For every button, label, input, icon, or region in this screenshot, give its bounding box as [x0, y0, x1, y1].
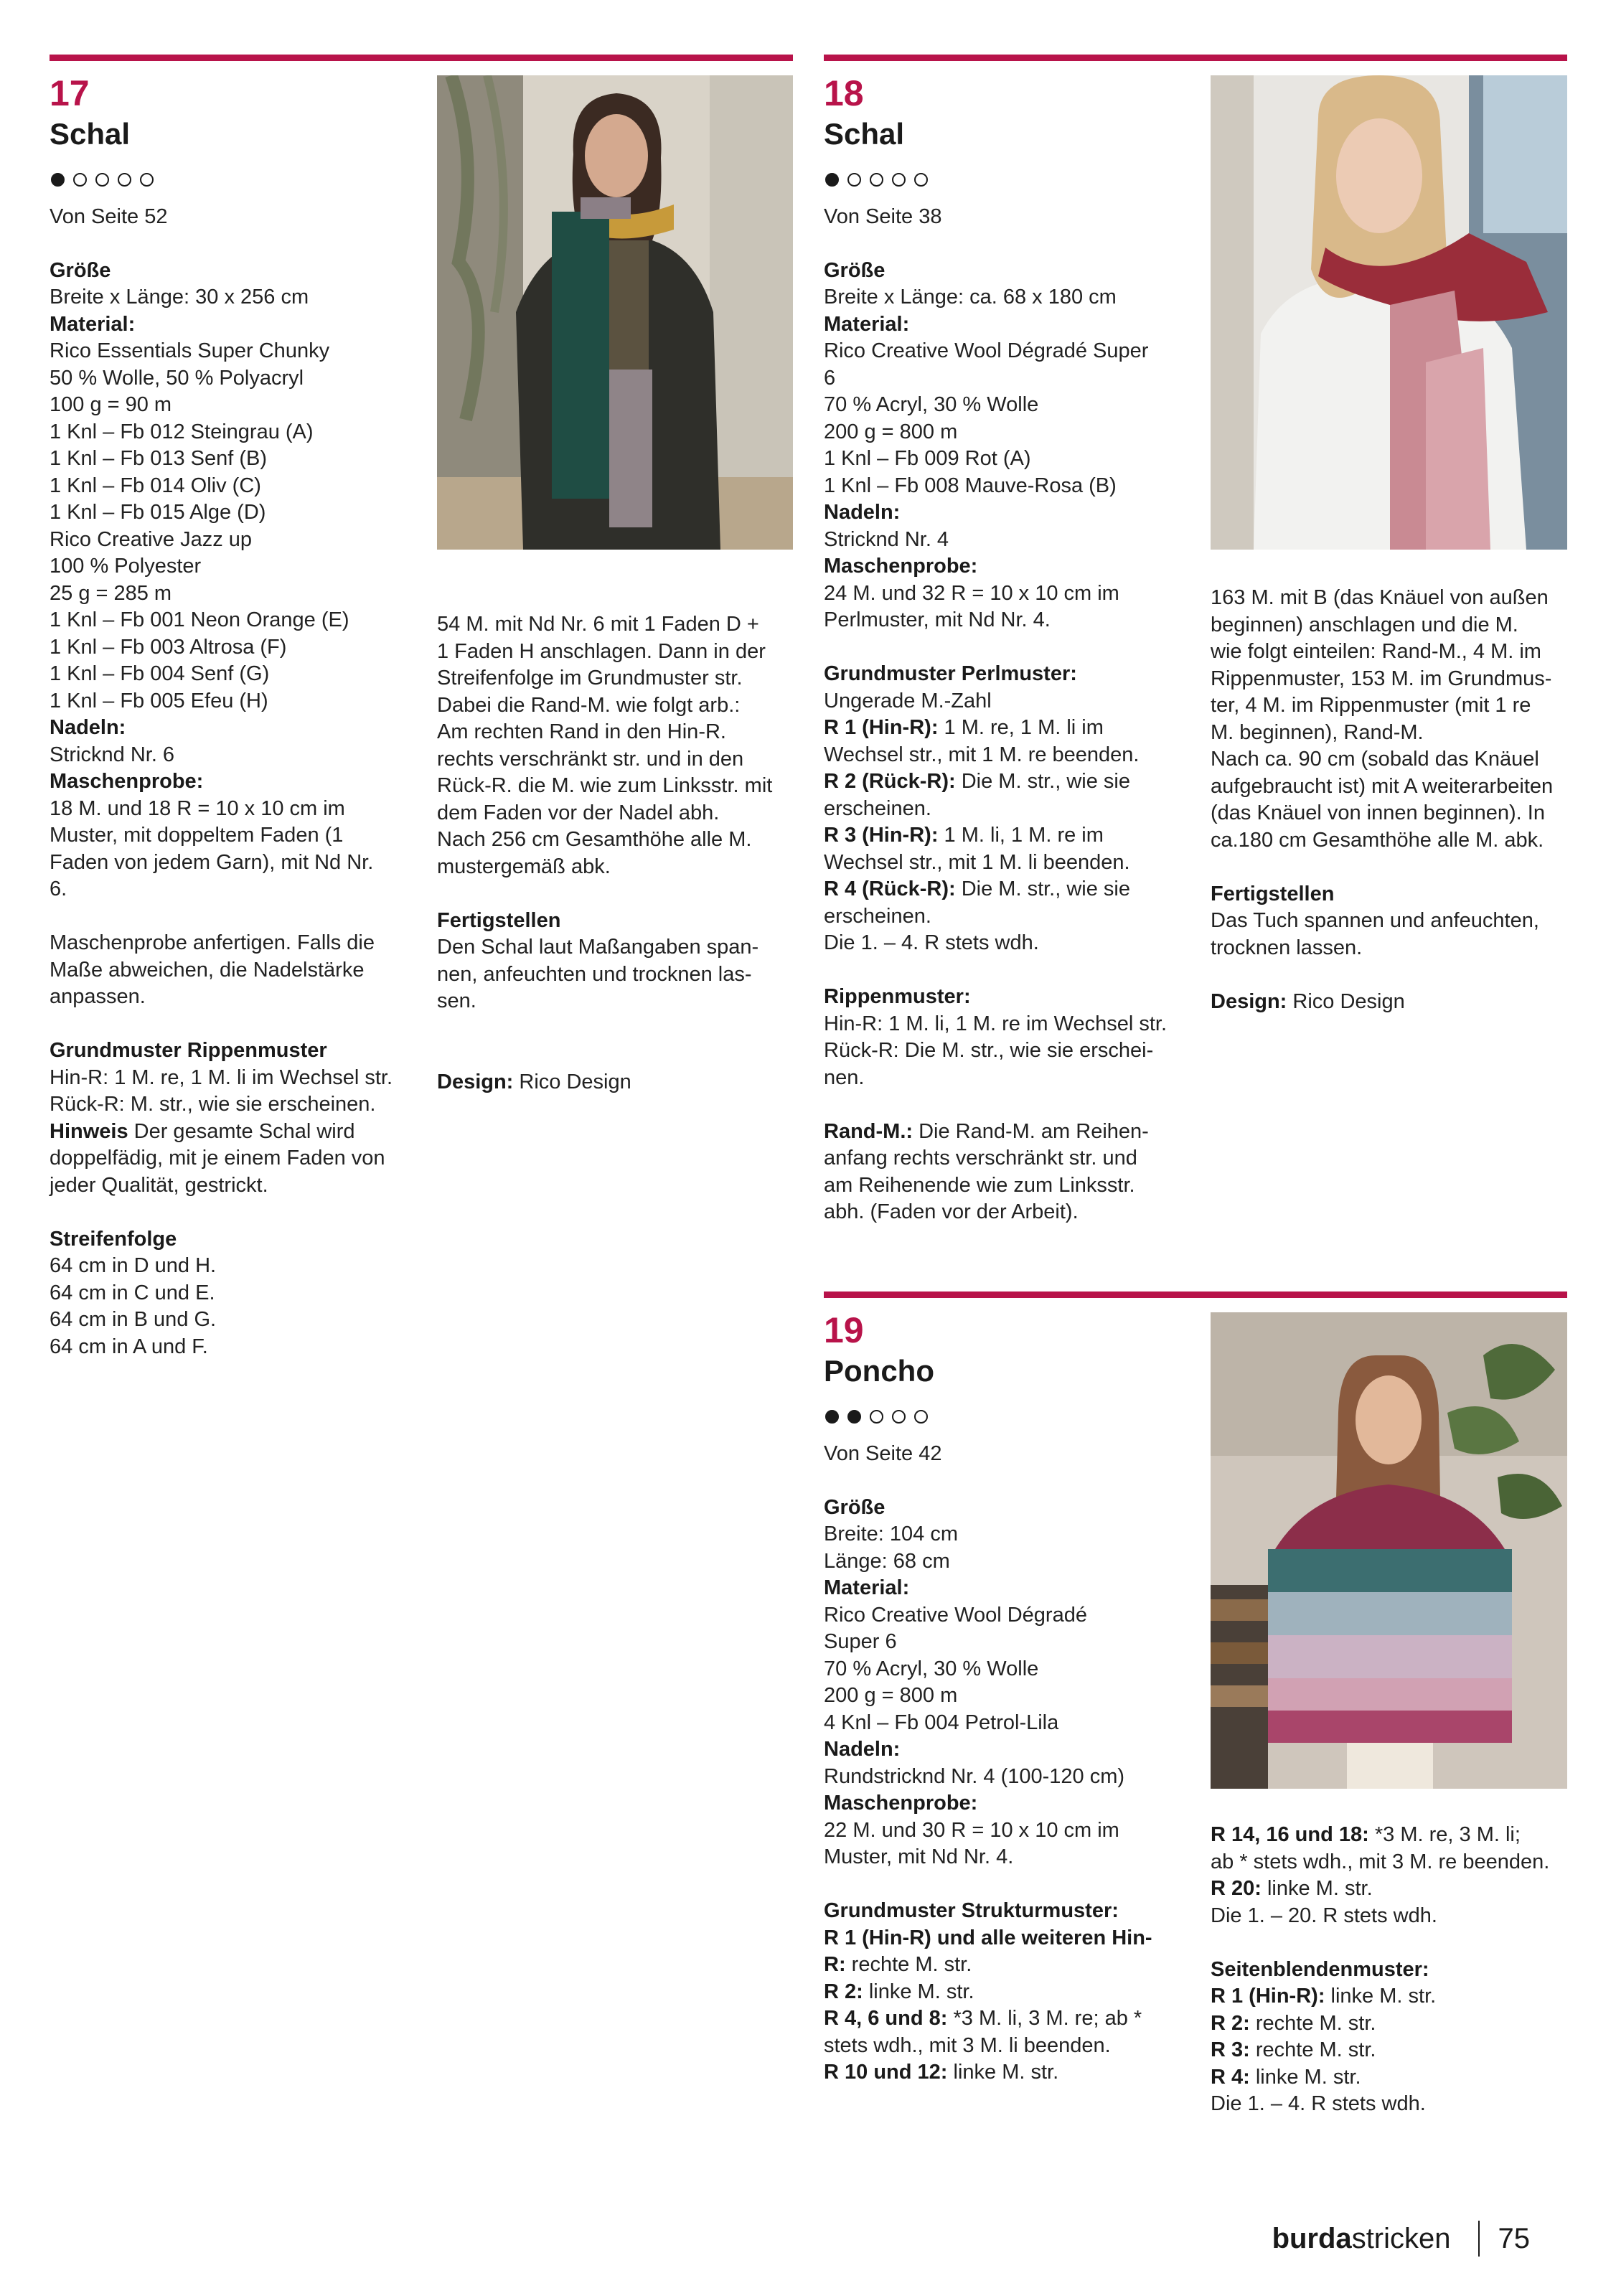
footer-separator — [1478, 2221, 1480, 2257]
text-line: R 1 (Hin-R): linke M. str. — [1211, 1985, 1437, 2008]
text-line: R 4, 6 und 8: *3 M. li, 3 M. re; ab * — [824, 2007, 1142, 2030]
spacer — [50, 1199, 393, 1226]
text-line: Muster, mit doppeltem Faden (1 — [50, 824, 344, 847]
text-line: Am rechten Rand in den Hin-R. — [437, 720, 726, 743]
poncho-model-photo — [1211, 1312, 1567, 1789]
text-line: Das Tuch spannen und anfeuchten, — [1211, 909, 1539, 932]
page-footer — [1272, 2217, 1530, 2260]
text-line: erscheinen. — [824, 796, 931, 820]
text-line: rechts verschränkt str. und in den — [437, 747, 744, 771]
text-line: 22 M. und 30 R = 10 x 10 cm im — [824, 1818, 1119, 1842]
section-18-col-b — [1211, 585, 1553, 1015]
text-line: R 10 und 12: linke M. str. — [824, 2061, 1059, 2084]
text-line: 70 % Acryl, 30 % Wolle — [824, 1657, 1039, 1680]
text-line: Nadeln: — [824, 1738, 901, 1761]
empty-dot-icon — [95, 173, 109, 187]
section-17-title: Schal — [50, 117, 131, 151]
text-line: erscheinen. — [824, 904, 931, 928]
scarf-model-photo — [437, 75, 793, 550]
spacer — [1211, 1929, 1549, 1957]
text-line: Faden von jedem Garn), mit Nd Nr. — [50, 850, 374, 874]
text-line: Den Schal laut Maßangaben span- — [437, 936, 759, 959]
text-line: Wechsel str., mit 1 M. li beenden. — [824, 850, 1130, 874]
text-line: 25 g = 285 m — [50, 581, 172, 605]
empty-dot-icon — [870, 173, 883, 187]
text-line: ca.180 cm Gesamthöhe alle M. abk. — [1211, 828, 1544, 852]
text-line: Streifenfolge — [50, 1227, 177, 1251]
section-19-source-page: Von Seite 42 — [824, 1442, 942, 1465]
text-line: 64 cm in D und H. — [50, 1254, 217, 1277]
text-line — [824, 230, 1167, 258]
text-line: 24 M. und 32 R = 10 x 10 cm im — [824, 581, 1119, 605]
section-19-rule — [824, 1292, 1567, 1298]
text-line: 64 cm in C und E. — [50, 1281, 215, 1304]
text-line: Größe — [824, 258, 885, 282]
text-line: Maschenprobe: — [824, 555, 978, 578]
section-18-source-page: Von Seite 38 — [824, 205, 942, 228]
empty-dot-icon — [892, 1410, 906, 1424]
section-18-col-a — [824, 230, 1167, 1226]
text-line: anfang rechts verschränkt str. und — [824, 1147, 1137, 1170]
text-line: Rück-R. die M. wie zum Linksstr. mit — [437, 774, 773, 797]
text-line: beginnen) anschlagen und die M. — [1211, 613, 1518, 636]
text-line: R 3: rechte M. str. — [1211, 2038, 1376, 2061]
text-line: Hin-R: 1 M. re, 1 M. li im Wechsel str. — [50, 1065, 393, 1089]
scarf-model-photo-2 — [1211, 75, 1567, 550]
text-line: wie folgt einteilen: Rand-M., 4 M. im — [1211, 640, 1541, 663]
filled-dot-icon — [825, 173, 839, 187]
text-line: Dabei die Rand-M. wie folgt arb.: — [437, 693, 741, 717]
text-line: Die 1. – 20. R stets wdh. — [1211, 1904, 1437, 1927]
text-line: Muster, mit Nd Nr. 4. — [824, 1845, 1014, 1868]
text-line: Die 1. – 4. R stets wdh. — [824, 931, 1039, 954]
section-17-number: 17 — [50, 73, 90, 113]
text-line: Grundmuster Perlmuster: — [824, 662, 1077, 685]
section-19-difficulty — [825, 1406, 928, 1427]
text-line: am Reihenende wie zum Linksstr. — [824, 1173, 1135, 1197]
text-line: 1 Knl – Fb 003 Altrosa (F) — [50, 635, 287, 659]
text-line: 200 g = 800 m — [824, 1684, 958, 1707]
text-line: 163 M. mit B (das Knäuel von außen — [1211, 586, 1549, 609]
text-line: Die 1. – 4. R stets wdh. — [1211, 2092, 1426, 2115]
text-line: 54 M. mit Nd Nr. 6 mit 1 Faden D + — [437, 613, 759, 636]
text-line: Stricknd Nr. 4 — [824, 527, 949, 551]
spacer — [1211, 854, 1553, 881]
text-line: 1 Faden H anschlagen. Dann in der — [437, 639, 766, 663]
spacer — [824, 634, 1167, 662]
empty-dot-icon — [73, 173, 87, 187]
text-line: Streifenfolge im Grundmuster str. — [437, 667, 743, 690]
text-line: ter, 4 M. im Rippenmuster (mit 1 re — [1211, 694, 1531, 717]
text-line: Maschenprobe: — [50, 770, 204, 793]
spacer — [437, 880, 772, 908]
text-line: Nadeln: — [50, 716, 126, 739]
text-line: Breite x Länge: 30 x 256 cm — [50, 286, 309, 309]
text-line: Größe — [50, 258, 111, 282]
section-18-rule — [824, 55, 1567, 61]
text-line: Nadeln: — [824, 501, 901, 524]
text-line: 6. — [50, 878, 67, 900]
text-line: Material: — [50, 312, 136, 336]
text-line: Rico Creative Wool Dégradé — [824, 1603, 1087, 1627]
text-line: 18 M. und 18 R = 10 x 10 cm im — [50, 796, 345, 820]
section-19-number: 19 — [824, 1310, 864, 1350]
section-17-col-b — [437, 611, 772, 1096]
text-line: trocknen lassen. — [1211, 936, 1363, 959]
text-line: 100 % Polyester — [50, 555, 202, 578]
text-line: M. beginnen), Rand-M. — [1211, 720, 1424, 744]
text-line: aufgebraucht ist) mit A weiterarbeiten — [1211, 774, 1554, 798]
brand-bold: burda — [1272, 2222, 1352, 2254]
section-19-col-a — [824, 1467, 1152, 2086]
section-17-source-page: Von Seite 52 — [50, 205, 168, 228]
text-line: Maschenprobe anfertigen. Falls die — [50, 931, 375, 954]
section-17-difficulty — [51, 169, 154, 190]
text-line: Rück-R: Die M. str., wie sie erschei- — [824, 1039, 1154, 1062]
text-line: R 2 (Rück-R): Die M. str., wie sie — [824, 770, 1130, 793]
text-line: jeder Qualität, gestrickt. — [50, 1173, 268, 1197]
section-19-title: Poncho — [824, 1354, 934, 1388]
text-line: abh. (Faden vor der Arbeit). — [824, 1200, 1079, 1223]
text-line: dem Faden vor der Nadel abh. — [437, 801, 720, 824]
filled-dot-icon — [847, 1410, 861, 1424]
text-line: 1 Knl – Fb 004 Senf (G) — [50, 662, 270, 685]
text-line: 50 % Wolle, 50 % Polyacryl — [50, 366, 304, 390]
text-line: stets wdh., mit 3 M. li beenden. — [824, 2033, 1111, 2057]
text-line: Rico Creative Wool Dégradé Super — [824, 339, 1149, 362]
text-line: R 2: rechte M. str. — [1211, 2011, 1376, 2035]
empty-dot-icon — [140, 173, 154, 187]
text-line — [824, 1467, 1152, 1495]
text-line: sen. — [437, 989, 476, 1012]
text-line: nen, anfeuchten und trocknen las- — [437, 962, 752, 986]
text-line: Fertigstellen — [437, 908, 561, 932]
text-line: Grundmuster Rippenmuster — [50, 1039, 327, 1062]
text-line: R 1 (Hin-R) und alle weiteren Hin- — [824, 1926, 1152, 1949]
text-line: R 4 (Rück-R): Die M. str., wie sie — [824, 878, 1130, 900]
text-line: Rippenmuster: — [824, 985, 971, 1008]
text-line: mustergemäß abk. — [437, 855, 611, 878]
spacer — [824, 957, 1167, 984]
text-line: Wechsel str., mit 1 M. re beenden. — [824, 743, 1140, 766]
text-line: 64 cm in B und G. — [50, 1308, 217, 1331]
text-line: Rand-M.: Die Rand-M. am Reihen- — [824, 1119, 1149, 1143]
text-line: Ungerade M.-Zahl — [824, 689, 992, 712]
text-line: Breite: 104 cm — [824, 1523, 958, 1545]
text-line: doppelfädig, mit je einem Faden von — [50, 1147, 385, 1170]
section-17-rule — [50, 55, 793, 61]
section-17-col-a — [50, 230, 393, 1360]
empty-dot-icon — [847, 173, 861, 187]
text-line: Rippenmuster, 153 M. im Grundmus- — [1211, 667, 1552, 690]
text-line: 1 Knl – Fb 005 Efeu (H) — [50, 689, 268, 712]
spacer — [437, 1015, 772, 1043]
section-18-title: Schal — [824, 117, 905, 151]
spacer — [50, 1011, 393, 1038]
text-line: R 20: linke M. str. — [1211, 1877, 1373, 1900]
text-line: Nach 256 cm Gesamthöhe alle M. — [437, 828, 752, 851]
text-line: Rico Creative Jazz up — [50, 527, 253, 551]
text-line: (das Knäuel von innen beginnen). In — [1211, 801, 1545, 824]
text-line: R 14, 16 und 18: *3 M. re, 3 M. li; — [1211, 1823, 1521, 1846]
filled-dot-icon — [51, 173, 65, 187]
text-line: R 2: linke M. str. — [824, 1980, 974, 2003]
text-line: Seitenblendenmuster: — [1211, 1957, 1429, 1981]
text-line: 1 Knl – Fb 009 Rot (A) — [824, 447, 1031, 470]
text-line: 1 Knl – Fb 013 Senf (B) — [50, 447, 268, 470]
text-line: Stricknd Nr. 6 — [50, 743, 175, 766]
brand-rest: stricken — [1351, 2222, 1451, 2254]
text-line: Grundmuster Strukturmuster: — [824, 1899, 1119, 1922]
text-line: R: rechte M. str. — [824, 1953, 972, 1976]
empty-dot-icon — [118, 173, 131, 187]
text-line: 70 % Acryl, 30 % Wolle — [824, 393, 1039, 416]
empty-dot-icon — [914, 173, 928, 187]
text-line: 1 Knl – Fb 014 Oliv (C) — [50, 474, 261, 497]
text-line: R 3 (Hin-R): 1 M. li, 1 M. re im — [824, 824, 1104, 847]
text-line: 1 Knl – Fb 001 Neon Orange (E) — [50, 608, 349, 631]
text-line: 64 cm in A und F. — [50, 1335, 208, 1358]
text-line: Größe — [824, 1495, 885, 1519]
text-line: Material: — [824, 1576, 910, 1599]
text-line — [50, 230, 393, 258]
section-18-number: 18 — [824, 73, 864, 113]
text-line: R 4: linke M. str. — [1211, 2065, 1361, 2089]
text-line: Rück-R: M. str., wie sie erscheinen. — [50, 1093, 376, 1116]
text-line: ab * stets wdh., mit 3 M. re beenden. — [1211, 1850, 1550, 1873]
section-18-difficulty — [825, 169, 928, 190]
text-line: Design: Rico Design — [437, 1070, 631, 1093]
spacer — [50, 903, 393, 931]
text-line: Länge: 68 cm — [824, 1549, 950, 1573]
text-line: 1 Knl – Fb 015 Alge (D) — [50, 501, 266, 524]
text-line: Nach ca. 90 cm (sobald das Knäuel — [1211, 748, 1539, 771]
text-line: 1 Knl – Fb 012 Steingrau (A) — [50, 420, 314, 443]
text-line: Material: — [824, 312, 910, 336]
spacer — [824, 1871, 1152, 1899]
text-line: Super 6 — [824, 1630, 897, 1653]
text-line: R 1 (Hin-R): 1 M. re, 1 M. li im — [824, 716, 1104, 739]
text-line: anpassen. — [50, 985, 146, 1008]
text-line: 1 Knl – Fb 008 Mauve-Rosa (B) — [824, 474, 1117, 497]
text-line: 4 Knl – Fb 004 Petrol-Lila — [824, 1711, 1059, 1734]
text-line: Rundstricknd Nr. 4 (100-120 cm) — [824, 1764, 1125, 1788]
text-line: Maschenprobe: — [824, 1792, 978, 1815]
text-line: Perlmuster, mit Nd Nr. 4. — [824, 608, 1051, 631]
text-line: Fertigstellen — [1211, 882, 1335, 905]
section-19-col-b — [1211, 1822, 1549, 2118]
text-line: Breite x Länge: ca. 68 x 180 cm — [824, 286, 1117, 309]
text-line: Design: Rico Design — [1211, 989, 1405, 1013]
page-number: 75 — [1498, 2222, 1530, 2254]
text-line: Hin-R: 1 M. li, 1 M. re im Wechsel str. — [824, 1012, 1168, 1035]
section-19-photo — [1211, 1312, 1567, 1789]
text-line: 200 g = 800 m — [824, 420, 958, 443]
filled-dot-icon — [825, 1410, 839, 1424]
empty-dot-icon — [870, 1410, 883, 1424]
spacer — [1211, 961, 1553, 989]
spacer — [437, 1042, 772, 1069]
text-line: Hinweis Der gesamte Schal wird — [50, 1119, 355, 1143]
text-line: Maße abweichen, die Nadelstärke — [50, 958, 365, 982]
empty-dot-icon — [892, 173, 906, 187]
text-line: 6 — [824, 366, 836, 390]
empty-dot-icon — [914, 1410, 928, 1424]
section-18-photo — [1211, 75, 1567, 550]
text-line: Rico Essentials Super Chunky — [50, 339, 330, 362]
section-17-photo — [437, 75, 793, 550]
text-line: 100 g = 90 m — [50, 393, 172, 416]
spacer — [824, 1091, 1167, 1119]
text-line: nen. — [824, 1065, 865, 1089]
